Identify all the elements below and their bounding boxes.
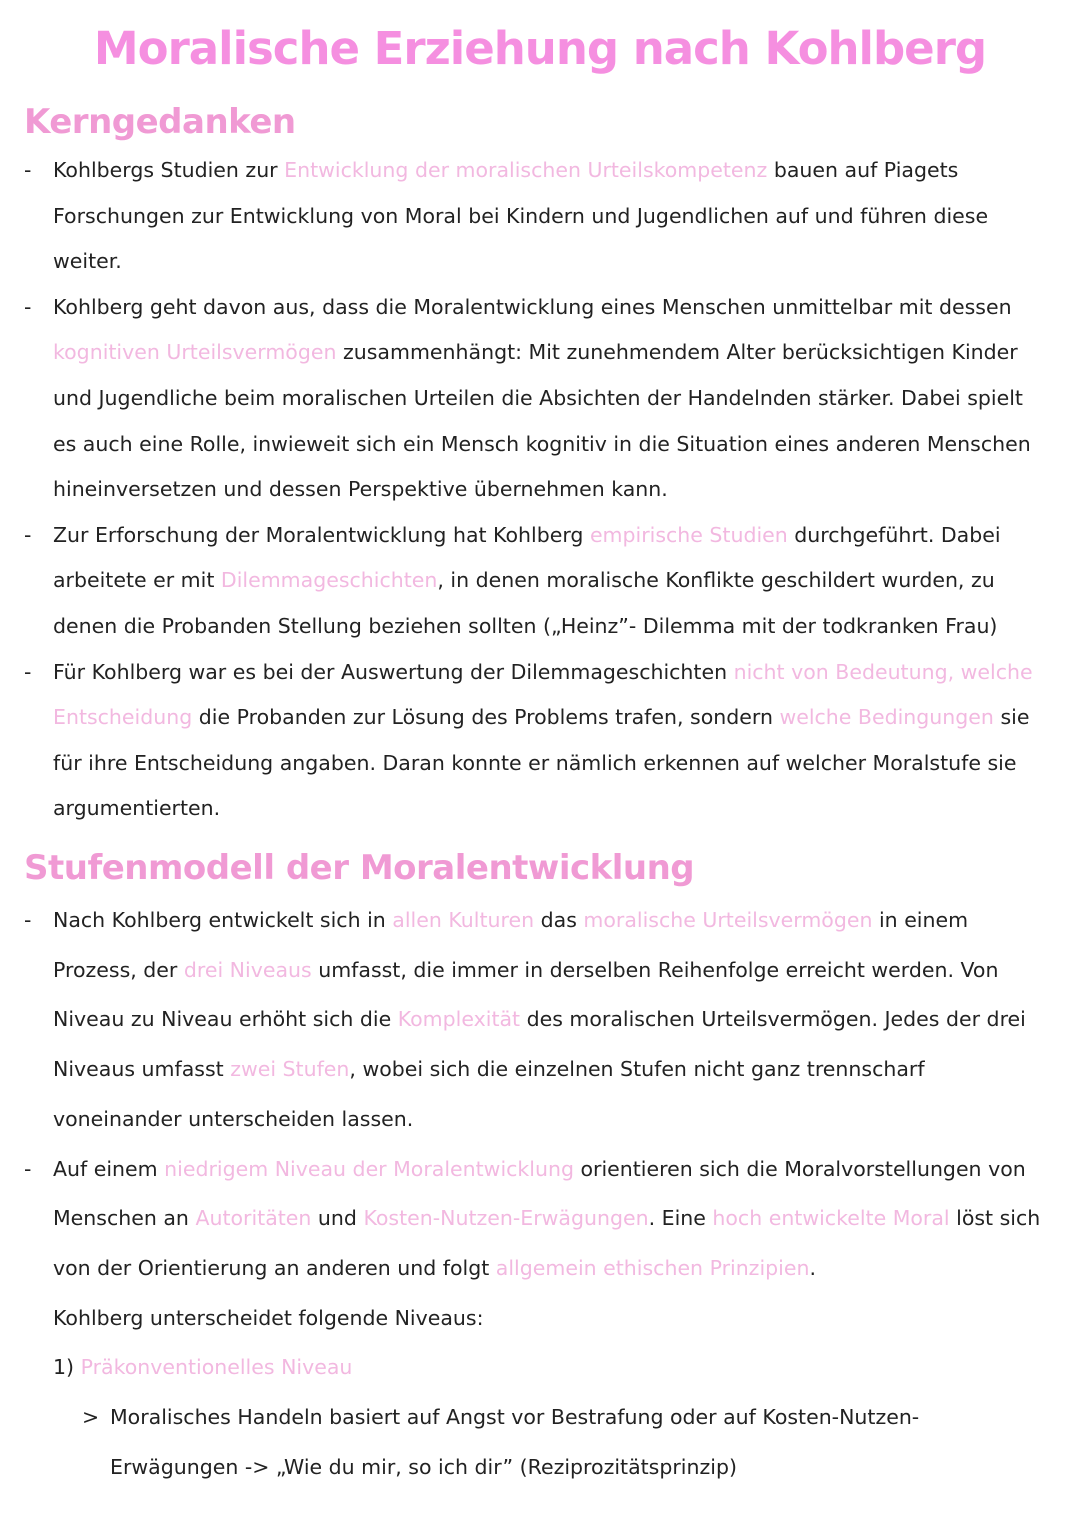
highlight-text: zwei Stufen bbox=[230, 1057, 350, 1082]
list-item bbox=[0, 1145, 1080, 1344]
kerngedanken-list bbox=[0, 148, 1080, 832]
highlight-text: welche Bedingungen bbox=[779, 705, 994, 730]
item-text: des moralischen Urteilsvermögen. Jedes der drei Niveaus umfasst bbox=[53, 1007, 1026, 1082]
item-text: , wobei sich die einzelnen Stufen nicht ganz trennscharf voneinander unterscheiden lassen. bbox=[53, 1057, 925, 1131]
level-number: 1) bbox=[53, 1355, 75, 1380]
highlight-text: Autoritäten bbox=[195, 1206, 312, 1231]
highlight-text: Komplexität bbox=[397, 1007, 521, 1032]
item-text: löst sich von der Orientierung an anderen und folgt bbox=[53, 1206, 1041, 1280]
item-text: orientieren sich die Moralvorstellungen von Menschen an bbox=[53, 1156, 1026, 1231]
item-text: und bbox=[311, 1206, 364, 1231]
item-text: Kohlberg geht davon aus, dass die Moralentwicklung eines Menschen unmittelbar mit dessen bbox=[53, 294, 1012, 319]
item-text: Kohlbergs Studien zur bbox=[53, 158, 285, 182]
section-heading-stufenmodell: Stufenmodell der Moralentwicklung bbox=[24, 848, 695, 888]
list-item bbox=[0, 650, 1080, 832]
item-text: Auf einem bbox=[53, 1156, 165, 1181]
item-text: . Eine bbox=[648, 1206, 713, 1231]
item-text: Nach Kohlberg entwickelt sich in bbox=[53, 908, 393, 932]
highlight-text: hoch entwickelte Moral bbox=[712, 1206, 950, 1231]
item-text: Kohlberg unterscheidet folgende Niveaus: bbox=[53, 1305, 484, 1330]
page-title: Moralische Erziehung nach Kohlberg bbox=[93, 22, 987, 75]
item-text: . bbox=[809, 1255, 816, 1280]
level-heading bbox=[0, 1343, 1080, 1393]
highlight-text: kognitiven Urteilsvermögen bbox=[53, 340, 337, 365]
stufenmodell-list bbox=[0, 896, 1080, 1492]
item-text: Für Kohlberg war es bei der Auswertung der Dilemmageschichten bbox=[53, 659, 734, 684]
item-text: , in denen moralische Konflikte geschildert wurden, zu denen die Probanden Stellung beziehen sollten („Heinz”- Dilemma mit der todkranken Frau) bbox=[53, 568, 998, 638]
highlight-text: Entwicklung der moralischen Urteilskompetenz bbox=[284, 158, 768, 182]
list-item bbox=[0, 285, 1080, 513]
highlight-text: nicht von Bedeutung, welche Entscheidung bbox=[53, 659, 1033, 730]
section-heading-kerngedanken: Kerngedanken bbox=[24, 102, 296, 142]
bullet-text: Moralisches Handeln basiert auf Angst vor Bestrafung oder auf Kosten-Nutzen-Erwägungen -> „Wie du mir, so ich dir” (Reziprozitätsprinzip) bbox=[110, 1405, 920, 1479]
item-text: zusammenhängt: Mit zunehmendem Alter berücksichtigen Kinder und Jugendliche beim moralischen Urteilen die Absichten der Handelnden stärker. Dabei spielt es auch eine Rolle, inwieweit sich ein Mensch kognitiv in die Situation eines anderen Menschen hineinversetzen und dessen Perspektive übernehmen kann. bbox=[53, 340, 1031, 502]
list-dash: - bbox=[24, 294, 32, 319]
list-dash: - bbox=[24, 158, 32, 182]
list-dash: - bbox=[24, 659, 32, 684]
highlight-text: Kosten-Nutzen-Erwägungen bbox=[363, 1206, 649, 1231]
highlight-text: drei Niveaus bbox=[183, 957, 312, 982]
highlight-text: allgemein ethischen Prinzipien bbox=[495, 1255, 810, 1280]
arrow-icon: > bbox=[82, 1405, 100, 1430]
highlight-text: allen Kulturen bbox=[392, 908, 535, 932]
level-bullet bbox=[0, 1393, 1080, 1492]
highlight-text: Dilemmageschichten bbox=[220, 568, 438, 593]
level-label: Präkonventionelles Niveau bbox=[80, 1355, 353, 1380]
highlight-text: moralische Urteilsvermögen bbox=[583, 908, 873, 932]
item-text: durchgeführt. Dabei arbeitete er mit bbox=[53, 522, 1001, 593]
item-text: sie für ihre Entscheidung angaben. Daran konnte er nämlich erkennen auf welcher Moralstufe sie argumentierten. bbox=[53, 705, 1030, 821]
list-item bbox=[0, 513, 1080, 650]
item-text: das bbox=[534, 908, 584, 932]
highlight-text: empirische Studien bbox=[589, 522, 788, 547]
list-dash: - bbox=[24, 522, 32, 547]
list-dash: - bbox=[24, 908, 32, 932]
item-text: in einem Prozess, der bbox=[53, 908, 969, 982]
item-text: umfasst, die immer in derselben Reihenfolge erreicht werden. Von Niveau zu Niveau erhöht sich die bbox=[53, 957, 999, 1032]
list-dash: - bbox=[24, 1156, 32, 1181]
list-item bbox=[0, 148, 1080, 285]
highlight-text: niedrigem Niveau der Moralentwicklung bbox=[164, 1156, 574, 1181]
item-text: die Probanden zur Lösung des Problems trafen, sondern bbox=[192, 705, 780, 730]
list-item bbox=[0, 896, 1080, 1145]
item-text: bauen auf Piagets Forschungen zur Entwicklung von Moral bei Kindern und Jugendlichen auf und führen diese weiter. bbox=[53, 158, 989, 274]
item-text: Zur Erforschung der Moralentwicklung hat Kohlberg bbox=[53, 522, 590, 547]
